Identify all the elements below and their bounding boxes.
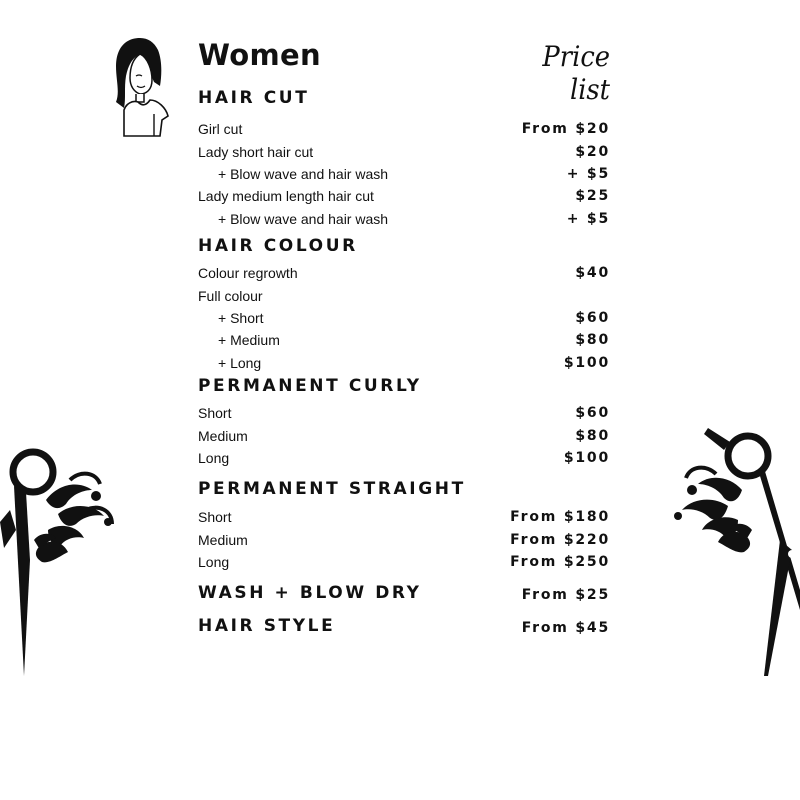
hair-style-price: From $45 (521, 620, 610, 636)
list-item (198, 144, 610, 164)
item-label: Colour regrowth (198, 265, 298, 281)
left-scissors-icon (0, 440, 120, 680)
item-label: + Long (218, 355, 262, 371)
list-item (198, 405, 610, 425)
item-price: + $5 (566, 211, 610, 227)
section-heading-permanent-curly: PERMANENT CURLY (198, 376, 422, 396)
item-label: + Blow wave and hair wash (218, 211, 389, 227)
list-item (198, 288, 610, 308)
item-price: From $180 (510, 509, 610, 525)
item-price: From $20 (521, 121, 610, 137)
item-label: Short (198, 509, 232, 525)
item-price: From $250 (510, 554, 610, 570)
item-price: $60 (575, 405, 610, 421)
right-scissors-icon (668, 420, 800, 680)
item-label: Medium (198, 532, 248, 548)
section-heading-hair-colour: HAIR COLOUR (198, 236, 358, 256)
item-price: $100 (563, 450, 610, 466)
list-item (198, 509, 610, 529)
item-label: Full colour (198, 288, 263, 304)
list-item (198, 450, 610, 470)
section-heading-hair-cut: HAIR CUT (198, 88, 310, 108)
item-label: + Blow wave and hair wash (218, 166, 389, 182)
item-label: Medium (198, 428, 248, 444)
item-label: Girl cut (198, 121, 243, 137)
list-item (198, 428, 610, 448)
wash-blow-dry-price: From $25 (521, 587, 610, 603)
item-price: $80 (575, 332, 610, 348)
section-heading-hair-style: HAIR STYLE (198, 616, 336, 636)
item-price: From $220 (510, 532, 610, 548)
list-item (198, 211, 610, 231)
list-item (198, 310, 610, 330)
section-heading-permanent-straight: PERMANENT STRAIGHT (198, 479, 466, 499)
woman-portrait-icon (110, 36, 172, 138)
list-item (198, 121, 610, 141)
item-price: $60 (575, 310, 610, 326)
list-item (198, 188, 610, 208)
section-heading-wash-blow-dry: WASH + BLOW DRY (198, 583, 422, 603)
item-label: Lady short hair cut (198, 144, 314, 160)
list-item (198, 554, 610, 574)
list-item (198, 332, 610, 352)
list-item (198, 265, 610, 285)
item-label: Long (198, 554, 230, 570)
item-label: Short (198, 405, 232, 421)
item-price: $100 (563, 355, 610, 371)
item-label: + Short (218, 310, 264, 326)
page-title: Women (198, 38, 321, 72)
price-list-subtitle: Price list (542, 40, 610, 106)
item-price: $20 (575, 144, 610, 160)
item-price: $80 (575, 428, 610, 444)
item-label: + Medium (218, 332, 280, 348)
item-price: $25 (575, 188, 610, 204)
list-item (198, 532, 610, 552)
item-label: Lady medium length hair cut (198, 188, 374, 204)
list-item (198, 355, 610, 375)
list-item (198, 166, 610, 186)
item-price: + $5 (566, 166, 610, 182)
item-price: $40 (575, 265, 610, 281)
item-label: Long (198, 450, 230, 466)
